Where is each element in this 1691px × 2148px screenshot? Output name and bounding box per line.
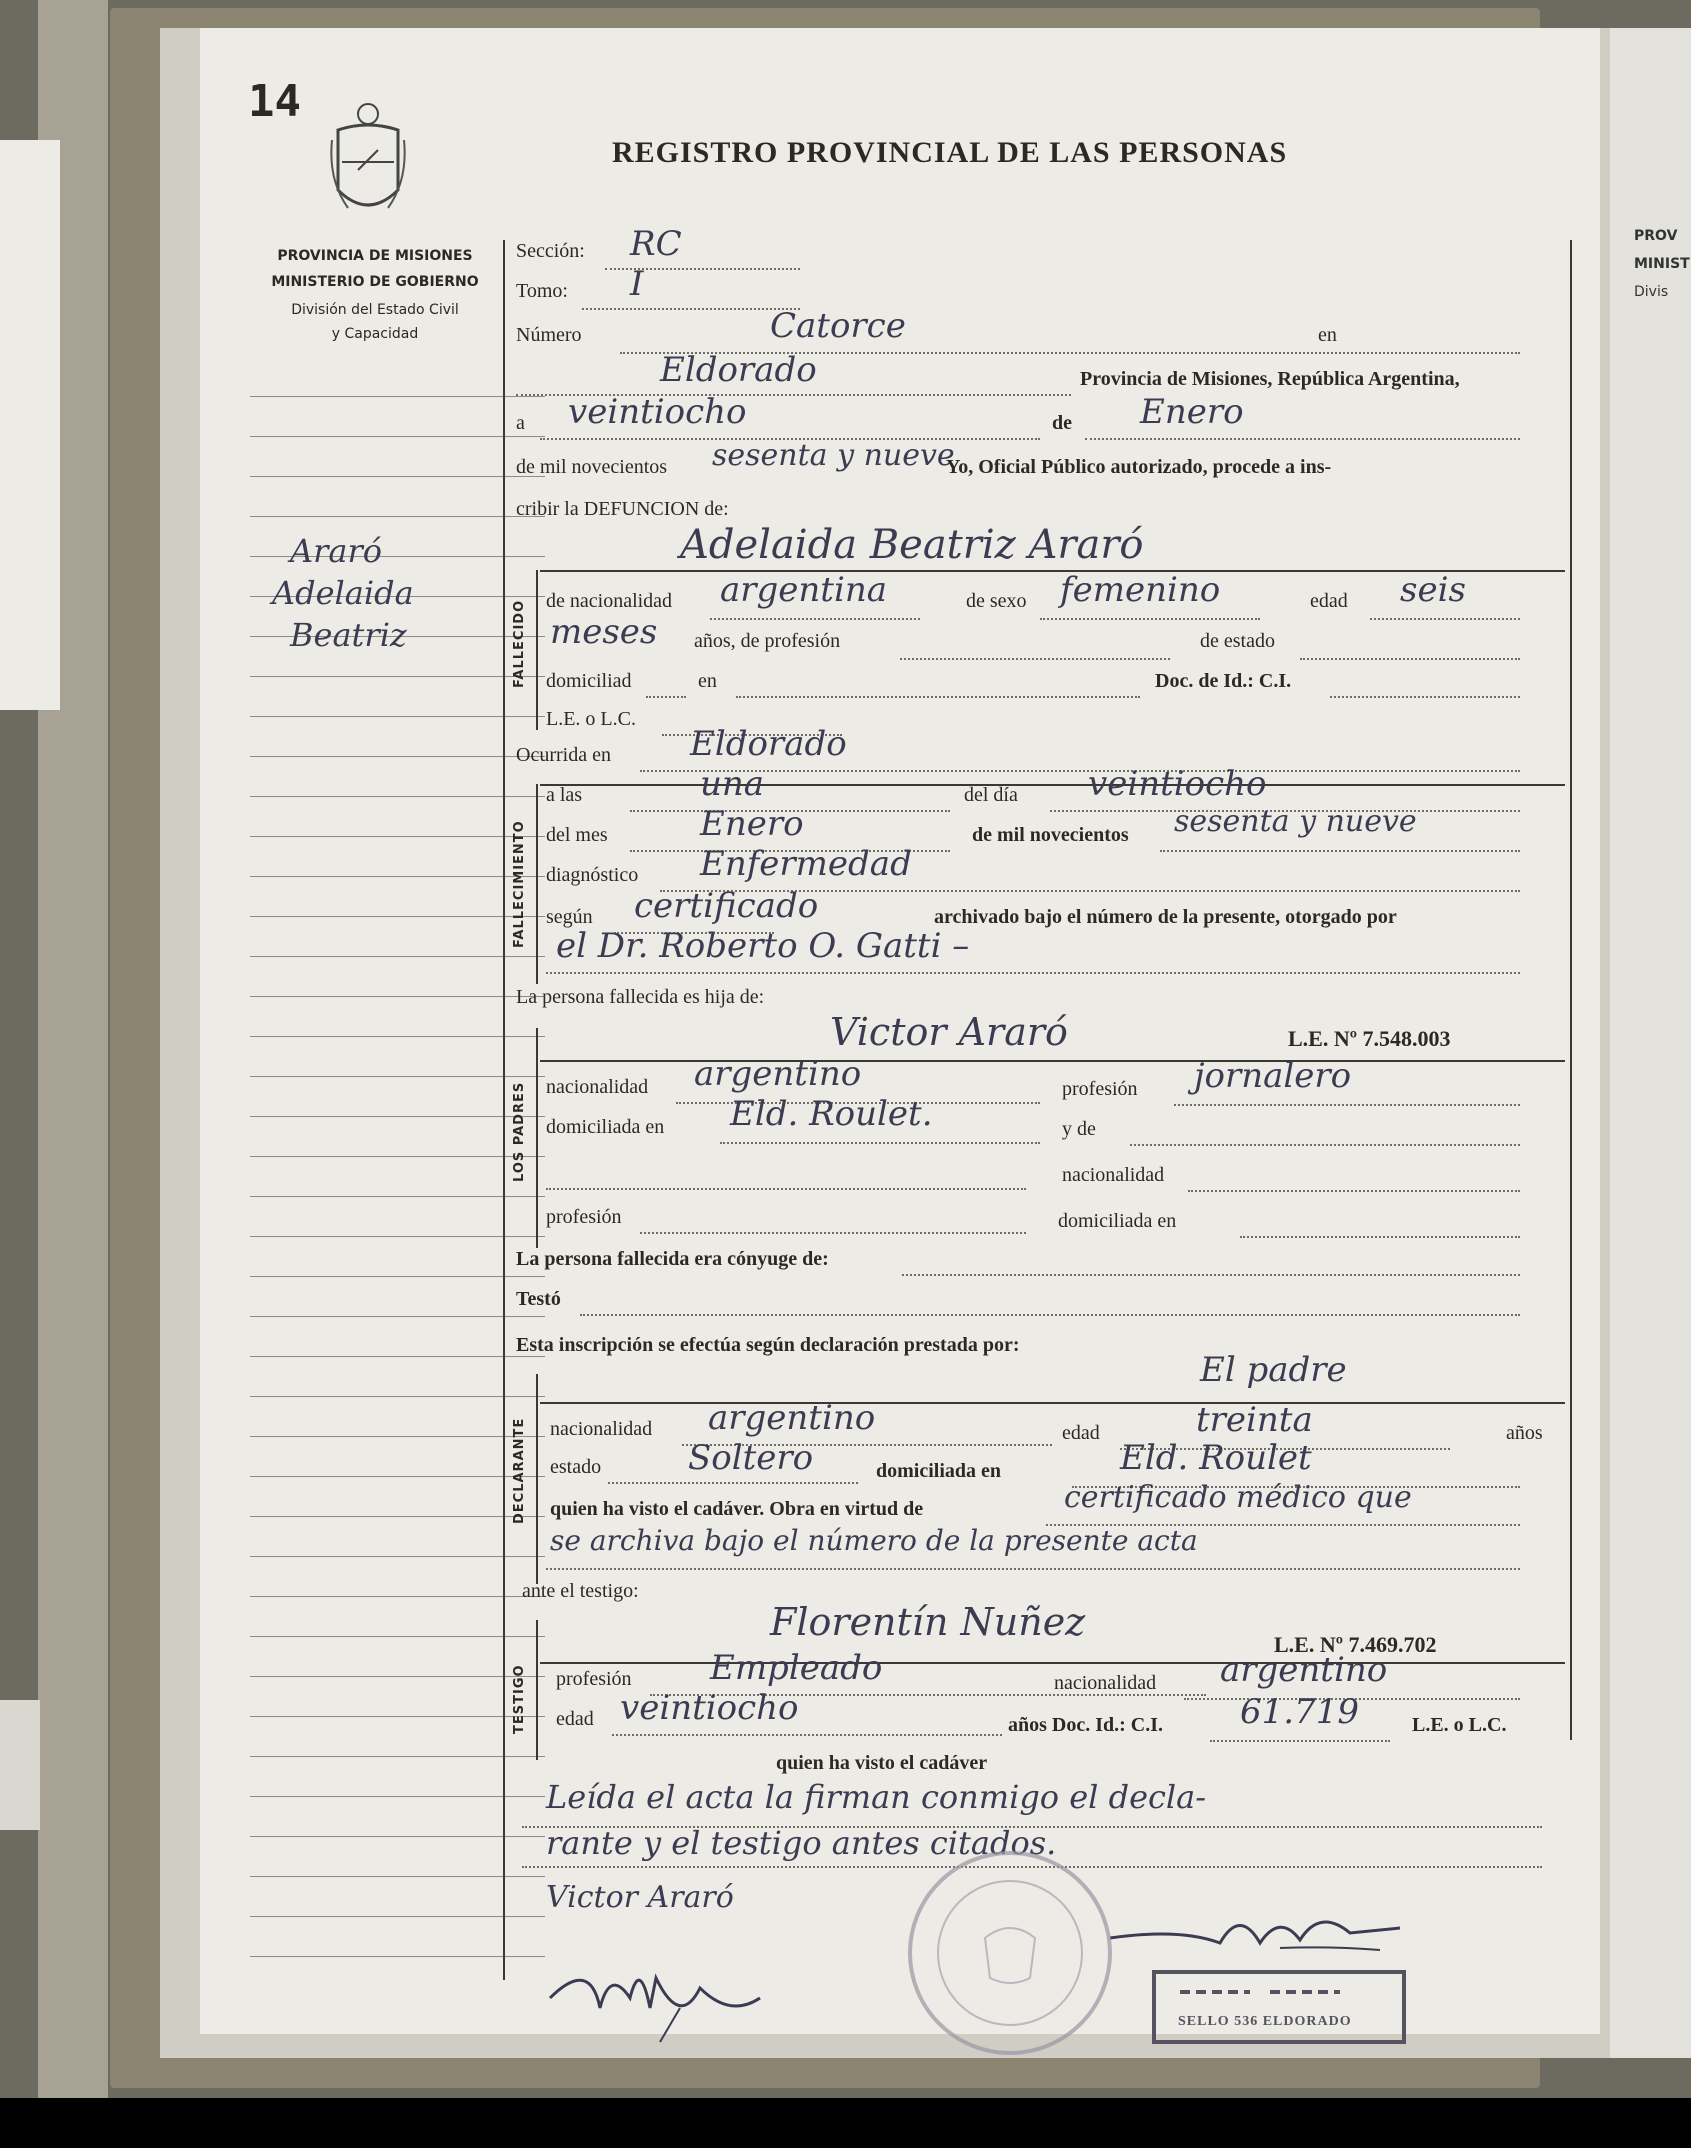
- form-left-border: [503, 240, 505, 1980]
- testigo-top-rule: [540, 1662, 1565, 1664]
- label-del-dia: del día: [964, 784, 1018, 806]
- value-edad-declarante: treinta: [1196, 1400, 1313, 1440]
- value-tomo: I: [630, 264, 644, 304]
- label-ante-testigo: ante el testigo:: [522, 1580, 639, 1602]
- value-cierre-1: Leída el acta la firman conmigo el decla-: [546, 1778, 1207, 1816]
- value-padre: Victor Araró: [830, 1010, 1068, 1054]
- label-a: a: [516, 412, 525, 434]
- label-de-sexo: de sexo: [966, 590, 1027, 612]
- form-right-border: [1570, 240, 1572, 1740]
- issuer-line-3: División del Estado Civil: [291, 302, 459, 318]
- signature-oficial-icon: [1100, 1888, 1420, 1968]
- value-cierre-2: rante y el testigo antes citados.: [546, 1824, 1057, 1862]
- fallecimiento-top-rule: [540, 784, 1565, 786]
- next-page-edge: [1610, 28, 1691, 2058]
- label-de-estado: de estado: [1200, 630, 1275, 652]
- value-testigo: Florentín Nuñez: [770, 1600, 1086, 1644]
- label-conyuge: La persona fallecida era cónyuge de:: [516, 1248, 829, 1270]
- label-edad-testigo: edad: [556, 1708, 594, 1730]
- label-numero: Número: [516, 324, 582, 346]
- value-declarante: El padre: [1200, 1350, 1347, 1390]
- value-domicilio-declarante: Eld. Roulet: [1120, 1438, 1312, 1478]
- label-anos-doc: años Doc. Id.: C.I.: [1008, 1714, 1164, 1736]
- page-number: 14: [248, 76, 301, 127]
- label-edad: edad: [1310, 590, 1348, 612]
- label-ocurrida-en: Ocurrida en: [516, 744, 611, 766]
- label-testo: Testó: [516, 1288, 561, 1310]
- label-le-lc: L.E. o L.C.: [546, 708, 636, 730]
- label-nacionalidad-testigo: nacionalidad: [1054, 1672, 1157, 1694]
- section-padres: LOS PADRES: [512, 1081, 527, 1182]
- issuer-line-1: PROVINCIA DE MISIONES: [277, 248, 473, 264]
- value-numero: Catorce: [770, 306, 906, 346]
- issuer-line-4: y Capacidad: [331, 326, 419, 342]
- next-page-header-3: Divis: [1634, 284, 1669, 300]
- value-nombre-fallecido: Adelaida Beatriz Araró: [680, 522, 1144, 568]
- signature-declarante: Victor Araró: [546, 1880, 734, 1915]
- testigo-bracket: [536, 1620, 538, 1760]
- margin-note-name-1: Adelaida: [272, 574, 414, 612]
- value-lugar: Eldorado: [660, 350, 817, 390]
- value-testigo-ci: 61.719: [1240, 1692, 1359, 1732]
- label-de: de: [1052, 412, 1072, 434]
- value-edad-testigo: veintiocho: [620, 1688, 799, 1728]
- declarante-bracket: [536, 1374, 538, 1584]
- padres-bracket: [536, 1028, 538, 1248]
- value-meses: meses: [550, 612, 658, 652]
- label-quien-ha-visto-testigo: quien ha visto el cadáver: [776, 1752, 988, 1774]
- value-hora: una: [700, 764, 765, 804]
- spine-label-tab-lower: [0, 1700, 40, 1830]
- value-testigo-documento: L.E. Nº 7.469.702: [1274, 1632, 1437, 1657]
- label-domiciliada-en-padre: domiciliada en: [546, 1116, 665, 1138]
- label-diagnostico: diagnóstico: [546, 864, 639, 886]
- label-en-domicilio: en: [698, 670, 717, 692]
- value-anio: sesenta y nueve: [712, 438, 955, 473]
- label-inscribir: cribir la DEFUNCION de:: [516, 498, 729, 520]
- rectangular-stamp-icon: [1150, 1968, 1410, 2048]
- margin-note-name-2: Beatriz: [290, 616, 407, 654]
- caption-bar: [0, 2098, 1691, 2148]
- label-tomo: Tomo:: [516, 280, 568, 302]
- value-dia-fallecimiento: veintiocho: [1088, 764, 1267, 804]
- coat-of-arms-icon: [328, 100, 408, 230]
- label-doc-id: Doc. de Id.: C.I.: [1155, 670, 1292, 692]
- value-edad: seis: [1400, 570, 1466, 610]
- label-le-o-lc-testigo: L.E. o L.C.: [1412, 1714, 1507, 1736]
- fallecimiento-bracket: [536, 784, 538, 984]
- official-round-seal-icon: [890, 1838, 1130, 2068]
- value-profesion-padre: jornalero: [1194, 1056, 1352, 1096]
- label-edad-declarante: edad: [1062, 1422, 1100, 1444]
- signature-testigo-icon: [530, 1938, 790, 2048]
- label-hija-de: La persona fallecida es hija de:: [516, 986, 765, 1008]
- register-page: [200, 28, 1600, 2034]
- label-inscripcion: Esta inscripción se efectúa según declaración prestada por:: [516, 1334, 1020, 1356]
- value-anio-fallecimiento: sesenta y nueve: [1174, 804, 1417, 839]
- section-fallecimiento: FALLECIMIENTO: [512, 820, 527, 948]
- declarante-top-rule: [540, 1402, 1565, 1404]
- label-anos-declarante: años: [1506, 1422, 1543, 1444]
- margin-note-surname: Araró: [290, 532, 383, 570]
- value-nacionalidad-declarante: argentino: [708, 1398, 876, 1438]
- label-estado-declarante: estado: [550, 1456, 602, 1478]
- label-segun: según: [546, 906, 593, 928]
- value-padre-documento: L.E. Nº 7.548.003: [1288, 1026, 1451, 1051]
- label-nacionalidad-declarante: nacionalidad: [550, 1418, 653, 1440]
- value-obra-en-virtud-1: certificado médico que: [1064, 1480, 1412, 1515]
- label-domiciliad: domiciliad: [546, 670, 632, 692]
- label-de-mil-novecientos: de mil novecientos: [972, 824, 1129, 846]
- value-profesion-testigo: Empleado: [710, 1648, 883, 1688]
- stamp-text: SELLO 536 ELDORADO: [1178, 2014, 1352, 2029]
- value-sexo: femenino: [1060, 570, 1221, 610]
- label-profesion-testigo: profesión: [556, 1668, 632, 1690]
- value-mes: Enero: [1140, 392, 1244, 432]
- label-domiciliada-declarante: domiciliada en: [876, 1460, 1002, 1482]
- label-de-mil: de mil novecientos: [516, 456, 668, 478]
- fallecido-bracket: [536, 570, 538, 730]
- label-en: en: [1318, 324, 1337, 346]
- label-yo-oficial: Yo, Oficial Público autorizado, procede a ins-: [946, 456, 1332, 478]
- spine-label-tab: [0, 140, 60, 710]
- label-nacionalidad-madre: nacionalidad: [1062, 1164, 1165, 1186]
- value-estado-declarante: Soltero: [688, 1438, 814, 1478]
- value-nacionalidad: argentina: [720, 570, 888, 610]
- label-domiciliada-en-madre: domiciliada en: [1058, 1210, 1177, 1232]
- section-testigo: TESTIGO: [512, 1664, 527, 1734]
- label-y-de: y de: [1062, 1118, 1096, 1140]
- label-quien-ha-visto: quien ha visto el cadáver. Obra en virtud de: [550, 1498, 924, 1520]
- value-nacionalidad-padre: argentino: [694, 1054, 862, 1094]
- label-de-nacionalidad: de nacionalidad: [546, 590, 673, 612]
- label-profesion-padre: profesión: [1062, 1078, 1138, 1100]
- value-mes-fallecimiento: Enero: [700, 804, 804, 844]
- section-fallecido: FALLECIDO: [512, 599, 527, 688]
- value-obra-en-virtud-2: se archiva bajo el número de la presente acta: [550, 1524, 1198, 1557]
- label-del-mes: del mes: [546, 824, 608, 846]
- label-a-las: a las: [546, 784, 583, 806]
- issuer-line-2: MINISTERIO DE GOBIERNO: [271, 274, 479, 290]
- label-seccion: Sección:: [516, 240, 585, 262]
- value-seccion: RC: [630, 224, 682, 264]
- label-anos-profesion: años, de profesión: [694, 630, 841, 652]
- label-archivado: archivado bajo el número de la presente, otorgado por: [934, 906, 1397, 928]
- section-declarante: DECLARANTE: [512, 1417, 527, 1524]
- page-title: REGISTRO PROVINCIAL DE LAS PERSONAS: [612, 136, 1288, 169]
- value-nacionalidad-testigo: argentino: [1220, 1650, 1388, 1690]
- next-page-header-2: MINIST: [1634, 256, 1690, 272]
- value-ocurrida-en: Eldorado: [690, 724, 847, 764]
- value-otorgado-por: el Dr. Roberto O. Gatti –: [556, 926, 970, 966]
- value-diagnostico: Enfermedad: [700, 844, 912, 884]
- value-domicilio-padre: Eld. Roulet.: [730, 1094, 933, 1134]
- value-segun: certificado: [634, 886, 819, 926]
- label-nacionalidad-padre: nacionalidad: [546, 1076, 649, 1098]
- label-provincia: Provincia de Misiones, República Argentina,: [1080, 368, 1460, 390]
- next-page-header-1: PROV: [1634, 228, 1678, 244]
- label-profesion-madre: profesión: [546, 1206, 622, 1228]
- value-dia: veintiocho: [568, 392, 747, 432]
